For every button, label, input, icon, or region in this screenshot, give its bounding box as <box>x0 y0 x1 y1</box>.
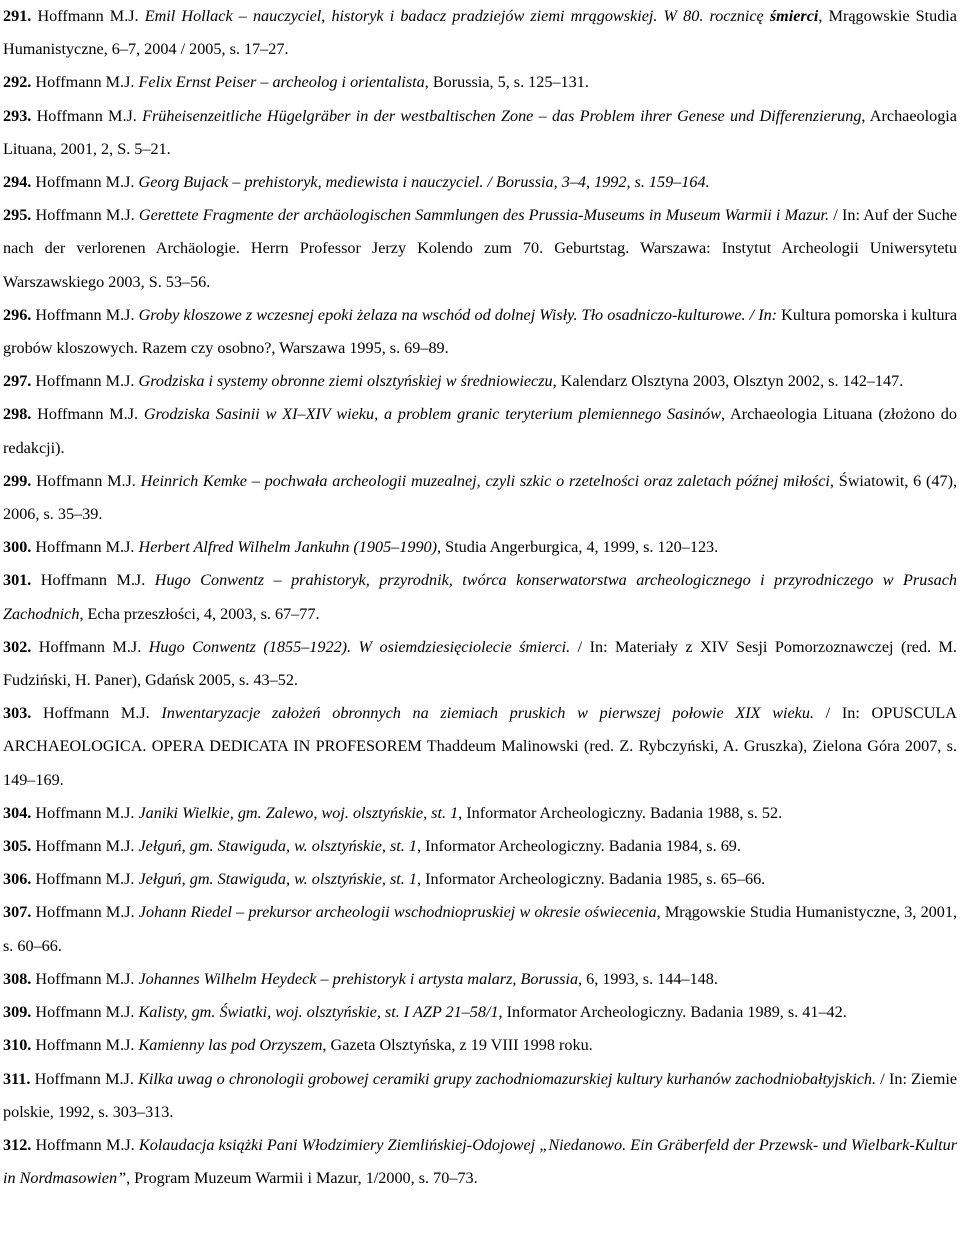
entry-number: 297. <box>3 372 32 391</box>
entry-text: , Informator Archeologiczny. Badania 1985, s. 65–66. <box>416 870 766 889</box>
bibliography-entry <box>3 299 957 365</box>
entry-text: 6, 1993, s. 144–148. <box>582 969 718 988</box>
entry-title-text: śmierci <box>769 7 819 25</box>
entry-text: Hoffmann M.J. <box>31 637 149 656</box>
entry-text: Hoffmann M.J. <box>31 372 139 391</box>
entry-number: 309. <box>3 1003 32 1022</box>
entry-text: , Mrągowskie Studia Humanistyczne, 6–7, 2004 / 2005, s. 17–27. <box>3 7 957 59</box>
entry-title-text: Johann Riedel – prekursor archeologii wschodniopruskiej w okresie oświecenia <box>138 903 657 922</box>
entry-text: Hoffmann M.J. <box>31 870 139 889</box>
bibliography-entry <box>3 996 957 1029</box>
entry-text: Hoffmann M.J. <box>30 1069 139 1088</box>
entry-number: 302. <box>3 637 32 656</box>
entry-text: / In: Ziemie polskie, 1992, s. 303–313. <box>3 1069 957 1121</box>
entry-text: / In: Materiały z XIV Sesji Pomorzoznawczej (red. M. Fudziński, H. Paner), Gdańsk 2005, s. 43–52. <box>3 637 957 690</box>
entry-title-text: Gerettete Fragmente der archäologischen Sammlungen des Prussia-Museums in Museum Warmii i Mazur. <box>138 206 830 225</box>
entry-text: , Program Muzeum Warmii i Mazur, 1/2000, s. 70–73. <box>126 1169 478 1188</box>
entry-title-text: Georg Bujack – prehistoryk, mediewista i nauczyciel. / Borussia, 3–4, 1992, s. 159–164. <box>138 173 710 192</box>
bibliography-entry <box>3 531 957 564</box>
entry-text: , Informator Archeologiczny. Badania 1989, s. 41–42. <box>498 1003 847 1022</box>
entry-number: 291. <box>3 7 32 25</box>
entry-number: 305. <box>3 837 32 856</box>
entry-number: 295. <box>3 206 32 225</box>
entry-text: Hoffmann M.J. <box>31 704 162 723</box>
bibliography-entry <box>3 963 957 996</box>
entry-text: , Archaeologia Lituana (złożono do redakcji). <box>3 405 957 457</box>
entry-number: 312. <box>3 1135 32 1154</box>
bibliography-entry <box>3 1129 957 1195</box>
entry-text: Hoffmann M.J. <box>31 571 155 590</box>
bibliography-entry <box>3 1063 957 1129</box>
entry-text: Hoffmann M.J. <box>31 837 139 856</box>
entry-number: 306. <box>3 870 32 889</box>
entry-title-text: Kolaudacja książki Pani Włodzimiery Ziemlińskiej-Odojowej „Niedanowo. Ein Gräberfeld der Przewsk- und Wielbark-Kultur in Nordmasowien” <box>3 1135 957 1188</box>
entry-title-text: Heinrich Kemke – pochwała archeologii muzealnej, czyli szkic o rzetelności oraz zaletach późnej miłości <box>140 471 830 490</box>
entry-number: 304. <box>3 803 32 822</box>
entry-title-text: Herbert Alfred Wilhelm Jankuhn (1905–1990) <box>138 538 438 557</box>
bibliography-entry <box>3 631 957 697</box>
entry-title-text: Johannes Wilhelm Heydeck – prehistoryk i artysta malarz, Borussia, <box>138 969 583 988</box>
bibliography-list <box>3 0 957 1195</box>
entry-number: 308. <box>3 969 32 988</box>
entry-text: Hoffmann M.J. <box>31 471 141 490</box>
entry-number: 298. <box>3 405 32 424</box>
entry-number: 300. <box>3 538 32 557</box>
entry-text: Kultura pomorska i kultura grobów kloszowych. Razem czy osobno?, Warszawa 1995, s. 69–89. <box>3 305 958 358</box>
bibliography-entry <box>3 166 957 199</box>
bibliography-entry <box>3 0 957 66</box>
entry-title-text: Hugo Conwentz (1855–1922). W osiemdziesięciolecie śmierci. <box>148 637 571 656</box>
entry-text: Hoffmann M.J. <box>31 305 139 324</box>
entry-number: 307. <box>3 903 32 922</box>
bibliography-entry <box>3 830 957 863</box>
entry-number: 301. <box>3 571 32 590</box>
entry-text: Hoffmann M.J. <box>31 106 143 125</box>
entry-text: Hoffmann M.J. <box>31 206 139 225</box>
bibliography-entry <box>3 1029 957 1062</box>
bibliography-entry <box>3 697 957 797</box>
bibliography-entry <box>3 564 957 630</box>
entry-number: 299. <box>3 471 32 490</box>
entry-text: / In: Auf der Suche nach der verlorenen Archäologie. Herrn Professor Jerzy Kolendo zum 70. Geburtstag. Warszawa: Instytut Archeologii Uniwersytetu Warszawskiego 2003, S. 53–56. <box>3 206 957 291</box>
bibliography-entry <box>3 896 957 962</box>
entry-title-text: Inwentaryzacje założeń obronnych na ziemiach pruskich w pierwszej połowie XIX wieku. <box>161 704 814 723</box>
bibliography-entry <box>3 465 957 531</box>
entry-text: , Borussia, 5, s. 125–131. <box>424 73 589 92</box>
entry-number: 303. <box>3 704 32 723</box>
bibliography-entry <box>3 365 957 398</box>
entry-text: Hoffmann M.J. <box>31 405 144 424</box>
entry-text: Hoffmann M.J. <box>31 1036 139 1055</box>
entry-title-text: Kalisty, gm. Światki, woj. olsztyńskie, st. I AZP 21–58/1 <box>138 1003 499 1022</box>
entry-number: 311. <box>3 1069 31 1088</box>
entry-text: / In: OPUSCULA ARCHAEOLOGICA. OPERA DEDICATA IN PROFESOREM Thaddeum Malinowski (red. Z. Rybczyński, A. Gruszka), Zielona Góra 2007, s. 149–169. <box>3 704 957 789</box>
entry-title-text: Kilka uwag o chronologii grobowej ceramiki grupy zachodniomazurskiej kultury kurhanów zachodniobałtyjskich. <box>138 1069 877 1088</box>
entry-text: , Gazeta Olsztyńska, z 19 VIII 1998 roku. <box>322 1036 593 1055</box>
entry-title-text: Grodziska Sasinii w XI–XIV wieku, a problem granic teryterium plemiennego Sasinów <box>143 405 722 424</box>
entry-title-text: Felix Ernst Peiser – archeolog i orientalista <box>138 73 425 92</box>
entry-number: 293. <box>3 106 32 125</box>
bibliography-entry <box>3 199 957 299</box>
entry-text: , Mrągowskie Studia Humanistyczne, 3, 2001, s. 60–66. <box>3 903 957 955</box>
entry-text: Hoffmann M.J. <box>31 903 139 922</box>
entry-text: , Informator Archeologiczny. Badania 1984, s. 69. <box>416 837 741 856</box>
entry-number: 310. <box>3 1036 32 1055</box>
entry-text: Hoffmann M.J. <box>31 969 139 988</box>
entry-title-text: Emil Hollack – nauczyciel, historyk i badacz pradziejów ziemi mrągowskiej. W 80. rocznicę <box>144 7 770 25</box>
entry-text: , Echa przeszłości, 4, 2003, s. 67–77. <box>79 604 320 623</box>
entry-text: , Informator Archeologiczny. Badania 1988, s. 52. <box>458 803 783 822</box>
entry-text: , Kalendarz Olsztyna 2003, Olsztyn 2002, s. 142–147. <box>552 372 904 391</box>
entry-title-text: Jełguń, gm. Stawiguda, w. olsztyńskie, st. 1 <box>138 870 417 889</box>
bibliography-entry <box>3 863 957 896</box>
entry-title-text: Kamienny las pod Orzyszem <box>138 1036 323 1055</box>
entry-text: Hoffmann M.J. <box>31 173 139 192</box>
bibliography-entry <box>3 797 957 830</box>
entry-text: Hoffmann M.J. <box>31 1135 139 1154</box>
entry-text: , Światowit, 6 (47), 2006, s. 35–39. <box>3 471 958 524</box>
entry-title-text: Früheisenzeitliche Hügelgräber in der westbaltischen Zone – das Problem ihrer Genese und Differenzierung <box>142 106 862 125</box>
entry-text: Hoffmann M.J. <box>31 7 145 25</box>
entry-text: Hoffmann M.J. <box>31 1003 139 1022</box>
entry-title-text: Groby kloszowe z wczesnej epoki żelaza na wschód od dolnej Wisły. Tło osadniczo-kulturowe. / In: <box>138 305 778 324</box>
entry-number: 294. <box>3 173 32 192</box>
entry-title-text: Janiki Wielkie, gm. Zalewo, woj. olsztyńskie, st. 1 <box>138 803 459 822</box>
bibliography-entry <box>3 66 957 99</box>
entry-text: Hoffmann M.J. <box>31 803 139 822</box>
entry-number: 296. <box>3 305 32 324</box>
bibliography-entry <box>3 398 957 464</box>
entry-text: Hoffmann M.J. <box>31 538 139 557</box>
entry-text: , Studia Angerburgica, 4, 1999, s. 120–123. <box>437 538 719 557</box>
entry-text: Hoffmann M.J. <box>31 73 139 92</box>
entry-title-text: Hugo Conwentz – prahistoryk, przyrodnik, twórca konserwatorstwa archeologicznego i przyrodniczego w Prusach Zachodnich <box>3 571 957 623</box>
entry-title-text: Jełguń, gm. Stawiguda, w. olsztyńskie, st. 1 <box>138 837 417 856</box>
entry-text: , Archaeologia Lituana, 2001, 2, S. 5–21. <box>3 106 957 158</box>
entry-number: 292. <box>3 73 32 92</box>
bibliography-entry <box>3 100 957 166</box>
entry-title-text: Grodziska i systemy obronne ziemi olsztyńskiej w średniowieczu <box>138 372 553 391</box>
